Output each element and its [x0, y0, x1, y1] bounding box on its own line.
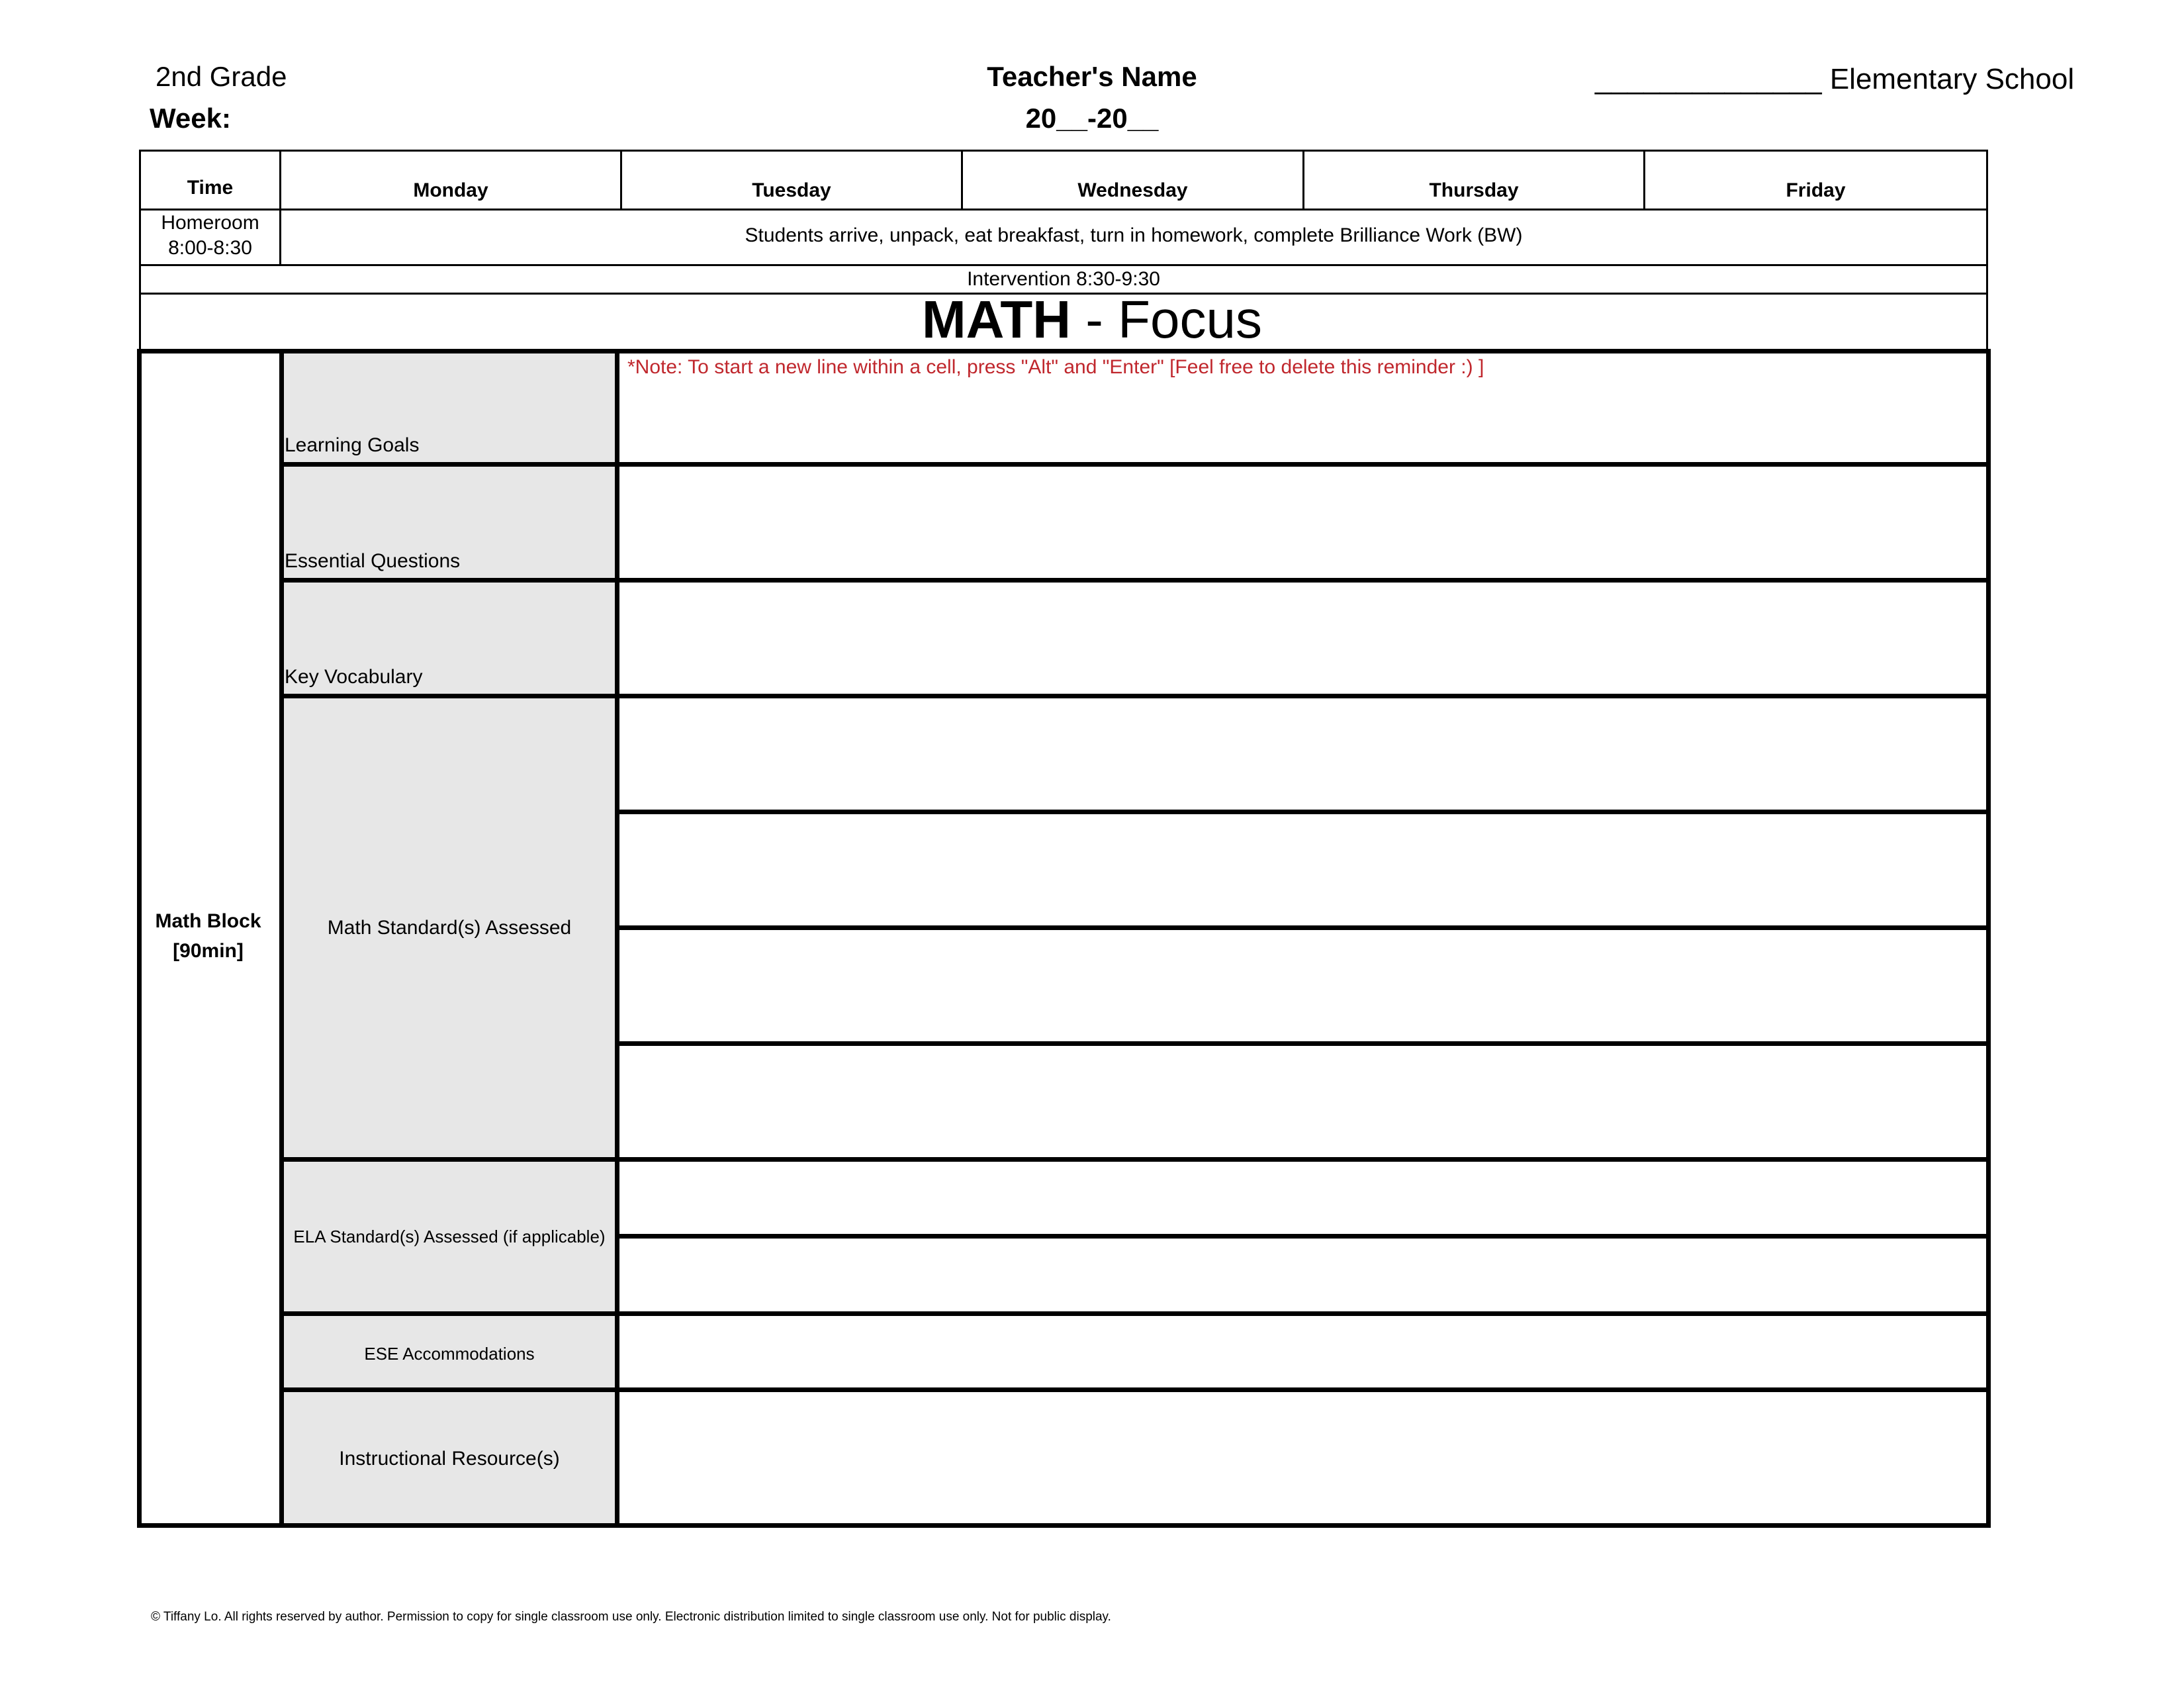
essential-questions-label-cell	[284, 467, 619, 583]
col-header-thursday	[1302, 150, 1645, 211]
key-vocabulary-label-cell	[284, 583, 619, 698]
col-header-wednesday	[961, 150, 1304, 211]
math-block-label-cell	[137, 349, 284, 1528]
ese-input-cell[interactable]	[619, 1316, 1986, 1392]
ela-standards-label: ELA Standard(s) Assessed (if applicable)	[293, 1227, 606, 1246]
resources-label-cell	[284, 1392, 619, 1523]
intervention-text: Intervention 8:30-9:30	[967, 268, 1160, 290]
col-header-tuesday	[620, 150, 963, 211]
math-block-label: Math Block	[155, 910, 261, 932]
homeroom-activity-cell[interactable]	[279, 209, 1988, 266]
col-header-time-label: Time	[187, 177, 234, 199]
reminder-note: *Note: To start a new line within a cell, press "Alt" and "Enter" [Feel free to delete this reminder :) ]	[627, 356, 1484, 378]
ese-label-cell	[284, 1316, 619, 1392]
col-header-friday	[1643, 150, 1988, 211]
math-standard-input-cell-4[interactable]	[619, 1046, 1986, 1162]
ela-standards-label-cell	[284, 1162, 619, 1316]
resources-input-cell[interactable]	[619, 1392, 1986, 1523]
col-header-thursday-label: Thursday	[1429, 179, 1519, 201]
col-header-time	[139, 150, 281, 211]
math-standard-input-cell-2[interactable]	[619, 814, 1986, 930]
math-standard-input-cell-1[interactable]	[619, 698, 1986, 814]
math-standards-label-cell	[284, 698, 619, 1162]
col-header-wednesday-label: Wednesday	[1077, 179, 1188, 201]
ese-label: ESE Accommodations	[364, 1344, 535, 1364]
ela-standard-input-cell-2[interactable]	[619, 1239, 1986, 1316]
school-year[interactable]: 20__-20__	[1025, 103, 1159, 134]
math-block-duration: [90min]	[173, 940, 244, 962]
grade-label: 2nd Grade	[156, 61, 287, 92]
resources-label: Instructional Resource(s)	[339, 1448, 560, 1470]
learning-goals-label-cell	[284, 353, 619, 467]
essential-questions-input-cell[interactable]	[619, 467, 1986, 583]
focus-subject: MATH	[921, 290, 1071, 349]
col-header-tuesday-label: Tuesday	[752, 179, 831, 201]
week-label: Week:	[150, 103, 231, 134]
ela-standard-input-cell-1[interactable]	[619, 1162, 1986, 1239]
homeroom-time-cell	[139, 209, 281, 266]
key-vocabulary-label: Key Vocabulary	[285, 666, 423, 688]
essential-questions-label: Essential Questions	[285, 550, 461, 572]
homeroom-time: 8:00-8:30	[168, 237, 252, 259]
col-header-monday-label: Monday	[413, 179, 488, 201]
math-standard-input-cell-3[interactable]	[619, 930, 1986, 1046]
focus-title	[0, 289, 2184, 350]
col-header-monday	[279, 150, 622, 211]
col-header-friday-label: Friday	[1786, 179, 1846, 201]
teacher-name[interactable]: Teacher's Name	[987, 61, 1197, 92]
focus-suffix: - Focus	[1071, 290, 1263, 349]
school-name[interactable]: ______________ Elementary School	[1595, 63, 2075, 95]
homeroom-label: Homeroom	[161, 212, 259, 234]
math-standards-label: Math Standard(s) Assessed	[327, 917, 572, 939]
learning-goals-label: Learning Goals	[285, 434, 420, 456]
key-vocabulary-input-cell[interactable]	[619, 583, 1986, 698]
copyright-footer: © Tiffany Lo. All rights reserved by author. Permission to copy for single classroom use only. Electronic distribution limited to single classroom use only. Not for public display.	[151, 1610, 1111, 1624]
homeroom-activity-text: Students arrive, unpack, eat breakfast, turn in homework, complete Brilliance Work (BW)	[745, 224, 1523, 246]
